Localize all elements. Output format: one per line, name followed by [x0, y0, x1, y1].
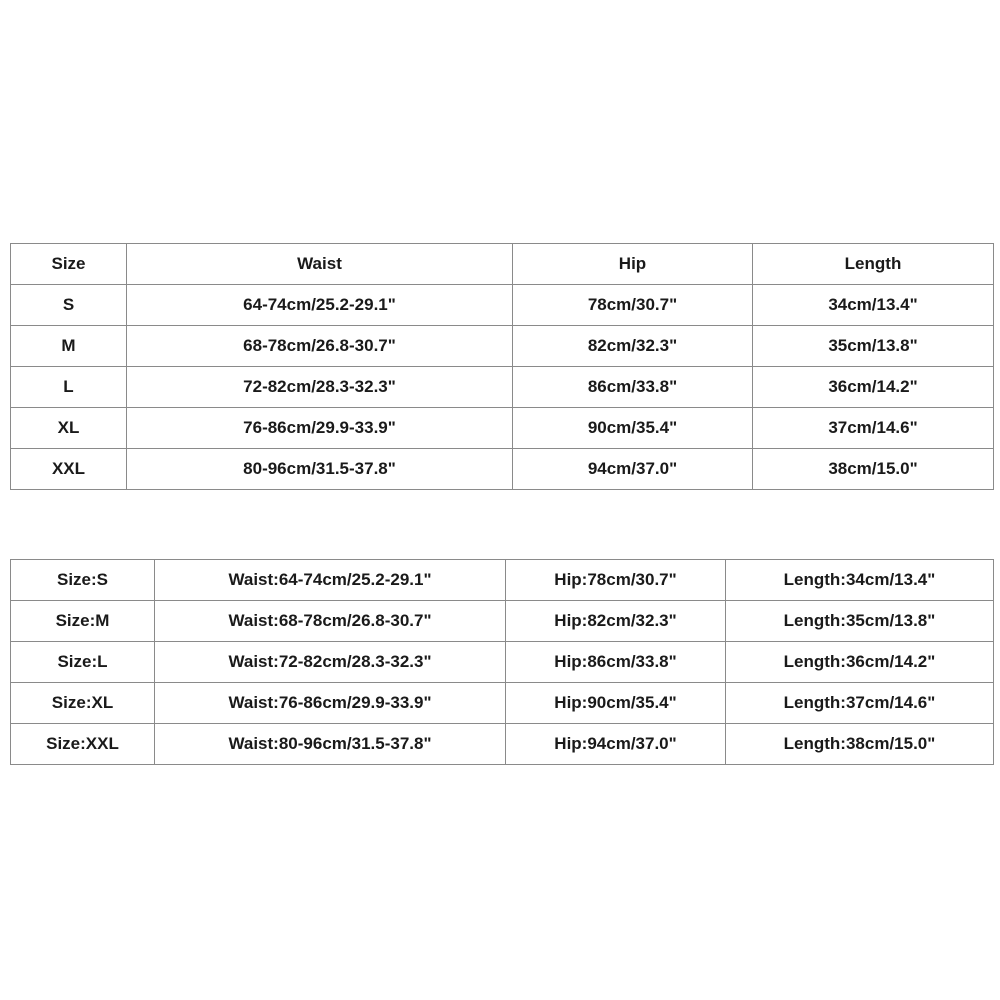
- header-hip: Hip: [513, 244, 753, 285]
- cell-hip: Hip:90cm/35.4": [506, 683, 726, 724]
- cell-size: Size:S: [11, 560, 155, 601]
- cell-hip: Hip:86cm/33.8": [506, 642, 726, 683]
- size-chart-table: [10, 243, 994, 490]
- table-row: [11, 367, 994, 408]
- cell-waist: 76-86cm/29.9-33.9": [127, 408, 513, 449]
- header-length: Length: [753, 244, 994, 285]
- cell-hip: 86cm/33.8": [513, 367, 753, 408]
- cell-length: Length:35cm/13.8": [726, 601, 994, 642]
- cell-size: XL: [11, 408, 127, 449]
- table-row: [11, 601, 994, 642]
- cell-size: Size:XL: [11, 683, 155, 724]
- table-row: [11, 560, 994, 601]
- header-waist: Waist: [127, 244, 513, 285]
- cell-size: Size:XXL: [11, 724, 155, 765]
- table-row: [11, 683, 994, 724]
- cell-length: Length:34cm/13.4": [726, 560, 994, 601]
- cell-size: Size:L: [11, 642, 155, 683]
- cell-waist: 80-96cm/31.5-37.8": [127, 449, 513, 490]
- cell-size: M: [11, 326, 127, 367]
- cell-waist: Waist:80-96cm/31.5-37.8": [155, 724, 506, 765]
- cell-waist: 72-82cm/28.3-32.3": [127, 367, 513, 408]
- cell-waist: Waist:72-82cm/28.3-32.3": [155, 642, 506, 683]
- cell-length: Length:36cm/14.2": [726, 642, 994, 683]
- cell-length: 34cm/13.4": [753, 285, 994, 326]
- cell-length: 35cm/13.8": [753, 326, 994, 367]
- size-chart-labeled-table: [10, 559, 994, 765]
- table-header-row: [11, 244, 994, 285]
- cell-waist: 64-74cm/25.2-29.1": [127, 285, 513, 326]
- cell-size: Size:M: [11, 601, 155, 642]
- cell-hip: Hip:78cm/30.7": [506, 560, 726, 601]
- table-row: [11, 326, 994, 367]
- header-size: Size: [11, 244, 127, 285]
- cell-size: S: [11, 285, 127, 326]
- table-row: [11, 642, 994, 683]
- cell-waist: 68-78cm/26.8-30.7": [127, 326, 513, 367]
- cell-waist: Waist:68-78cm/26.8-30.7": [155, 601, 506, 642]
- cell-length: Length:38cm/15.0": [726, 724, 994, 765]
- table-row: [11, 724, 994, 765]
- cell-hip: 94cm/37.0": [513, 449, 753, 490]
- cell-length: 38cm/15.0": [753, 449, 994, 490]
- table-row: [11, 408, 994, 449]
- cell-length: 37cm/14.6": [753, 408, 994, 449]
- cell-size: L: [11, 367, 127, 408]
- table-row: [11, 449, 994, 490]
- cell-length: 36cm/14.2": [753, 367, 994, 408]
- cell-waist: Waist:76-86cm/29.9-33.9": [155, 683, 506, 724]
- cell-waist: Waist:64-74cm/25.2-29.1": [155, 560, 506, 601]
- cell-length: Length:37cm/14.6": [726, 683, 994, 724]
- cell-hip: Hip:94cm/37.0": [506, 724, 726, 765]
- cell-size: XXL: [11, 449, 127, 490]
- table-row: [11, 285, 994, 326]
- cell-hip: 82cm/32.3": [513, 326, 753, 367]
- cell-hip: Hip:82cm/32.3": [506, 601, 726, 642]
- cell-hip: 78cm/30.7": [513, 285, 753, 326]
- cell-hip: 90cm/35.4": [513, 408, 753, 449]
